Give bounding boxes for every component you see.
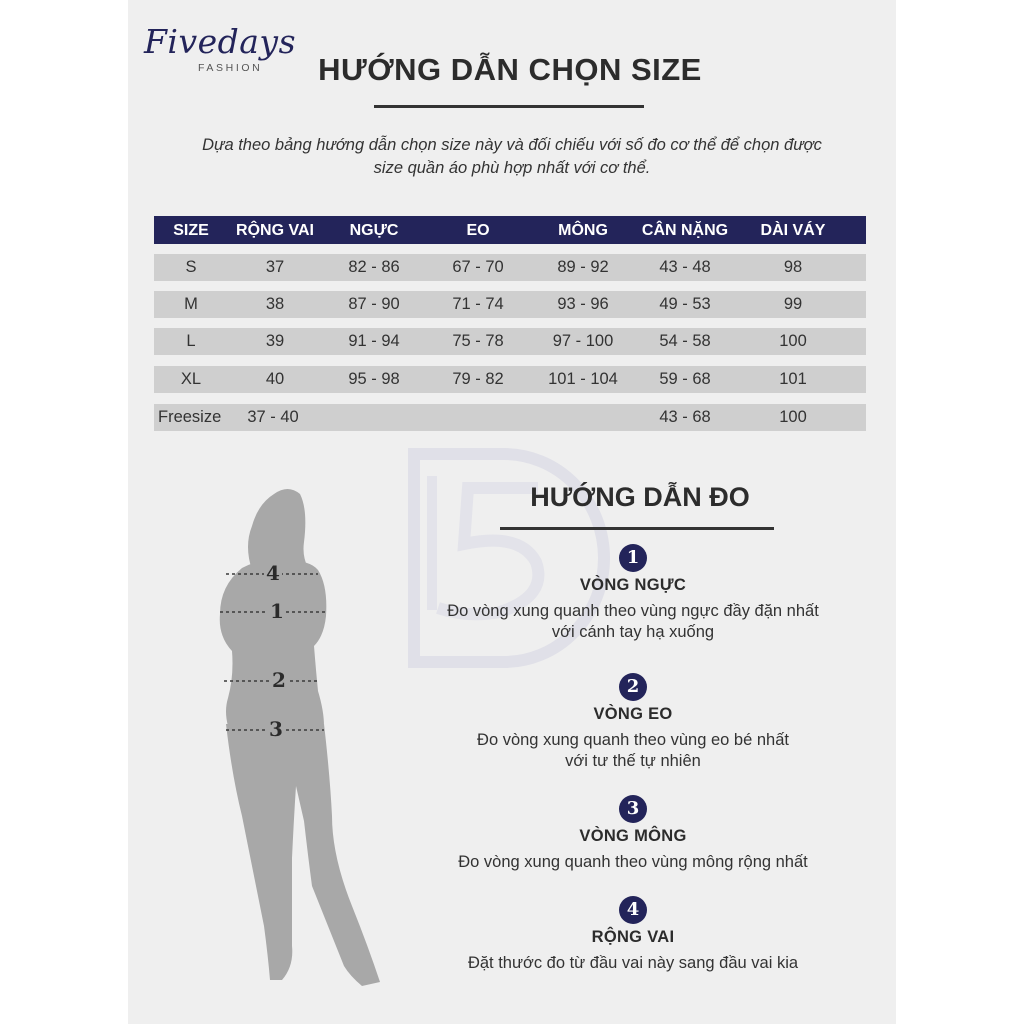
cell-bust: 87 - 90 xyxy=(348,295,400,313)
marker-3: 3 xyxy=(269,717,283,741)
cell-bust: 91 - 94 xyxy=(348,332,400,350)
cell-size: XL xyxy=(180,370,202,388)
cell-hip: 101 - 104 xyxy=(548,370,618,388)
cell-shoulder: 40 xyxy=(265,370,285,388)
step-description xyxy=(400,953,866,974)
header-size: SIZE xyxy=(173,222,209,239)
guide-step xyxy=(400,795,866,873)
cell-bust: 95 - 98 xyxy=(348,370,400,388)
step-line: với cánh tay hạ xuống xyxy=(551,623,715,641)
table-row xyxy=(154,366,866,393)
brand-logo xyxy=(144,22,324,78)
header-waist: EO xyxy=(466,222,490,239)
cell-dress-length: 99 xyxy=(783,295,803,313)
cell-weight: 49 - 53 xyxy=(659,295,711,313)
step-description xyxy=(400,852,866,873)
cell-waist: 71 - 74 xyxy=(452,295,504,313)
cell-size: Freesize xyxy=(158,408,222,426)
cell-shoulder: 37 xyxy=(265,258,285,276)
cell-weight: 54 - 58 xyxy=(659,332,711,350)
table-row xyxy=(154,291,866,318)
step-title: VÒNG MÔNG xyxy=(579,827,687,845)
cell-dress-length: 98 xyxy=(783,258,803,276)
guide-title: HƯỚNG DẪN ĐO xyxy=(530,482,750,512)
table-row xyxy=(154,254,866,281)
intro-line-2: size quần áo phù hợp nhất với cơ thể. xyxy=(373,159,651,177)
guide-step xyxy=(400,673,866,772)
step-description xyxy=(400,601,866,643)
header-weight: CÂN NẶNG xyxy=(641,222,729,239)
guide-step xyxy=(400,544,866,643)
cell-bust xyxy=(322,404,426,431)
body-silhouette xyxy=(212,486,392,996)
cell-size: S xyxy=(185,258,197,276)
guide-step xyxy=(400,896,866,974)
step-title: VÒNG EO xyxy=(593,705,673,723)
cell-hip: 97 - 100 xyxy=(552,332,614,350)
header-hip: MÔNG xyxy=(558,222,608,239)
cell-weight: 59 - 68 xyxy=(659,370,711,388)
cell-hip xyxy=(530,404,636,431)
cell-size: M xyxy=(184,295,198,313)
cell-hip: 93 - 96 xyxy=(557,295,609,313)
table-header-row xyxy=(154,216,866,244)
cell-waist: 79 - 82 xyxy=(452,370,504,388)
cell-waist: 67 - 70 xyxy=(452,258,504,276)
step-number-badge: 3 xyxy=(619,795,647,823)
step-number-badge: 1 xyxy=(619,544,647,572)
table-row xyxy=(154,404,866,431)
step-description xyxy=(400,730,866,772)
cell-dress-length: 101 xyxy=(779,370,807,388)
intro-line-1: Dựa theo bảng hướng dẫn chọn size này và đối chiếu với số đo cơ thể để chọn được xyxy=(202,136,822,154)
cell-size: L xyxy=(186,332,196,350)
title-divider xyxy=(374,105,644,108)
step-line: với tư thế tự nhiên xyxy=(565,752,701,770)
cell-waist xyxy=(426,404,530,431)
marker-1: 1 xyxy=(270,599,284,623)
step-number-badge: 4 xyxy=(619,896,647,924)
table-row xyxy=(154,328,866,355)
step-number-badge: 2 xyxy=(619,673,647,701)
page-title: HƯỚNG DẪN CHỌN SIZE xyxy=(318,52,702,87)
brand-name: Fivedays xyxy=(144,22,297,61)
header-dress-length: DÀI VÁY xyxy=(760,222,826,239)
cell-shoulder: 38 xyxy=(265,295,285,313)
cell-bust: 82 - 86 xyxy=(348,258,400,276)
cell-weight: 43 - 48 xyxy=(659,258,711,276)
header-shoulder: RỘNG VAI xyxy=(236,222,314,239)
guide-divider xyxy=(500,527,774,530)
marker-2: 2 xyxy=(272,668,286,692)
step-line: Đo vòng xung quanh theo vùng eo bé nhất xyxy=(477,731,789,749)
step-line: Đo vòng xung quanh theo vùng mông rộng nhất xyxy=(458,853,808,871)
cell-shoulder: 39 xyxy=(265,332,285,350)
brand-tagline: FASHION xyxy=(198,62,263,74)
header-bust: NGỰC xyxy=(349,222,399,239)
step-title: VÒNG NGỰC xyxy=(579,576,687,594)
cell-hip: 89 - 92 xyxy=(557,258,609,276)
step-title: RỘNG VAI xyxy=(591,928,675,946)
marker-4: 4 xyxy=(266,561,280,585)
cell-shoulder: 37 - 40 xyxy=(247,408,299,426)
cell-dress-length: 100 xyxy=(779,408,807,426)
cell-waist: 75 - 78 xyxy=(452,332,504,350)
intro-text xyxy=(140,134,884,180)
cell-dress-length: 100 xyxy=(779,332,807,350)
step-line: Đo vòng xung quanh theo vùng ngực đầy đặn nhất xyxy=(447,602,819,620)
cell-weight: 43 - 68 xyxy=(659,408,711,426)
step-line: Đặt thước đo từ đầu vai này sang đầu vai kia xyxy=(467,954,799,972)
